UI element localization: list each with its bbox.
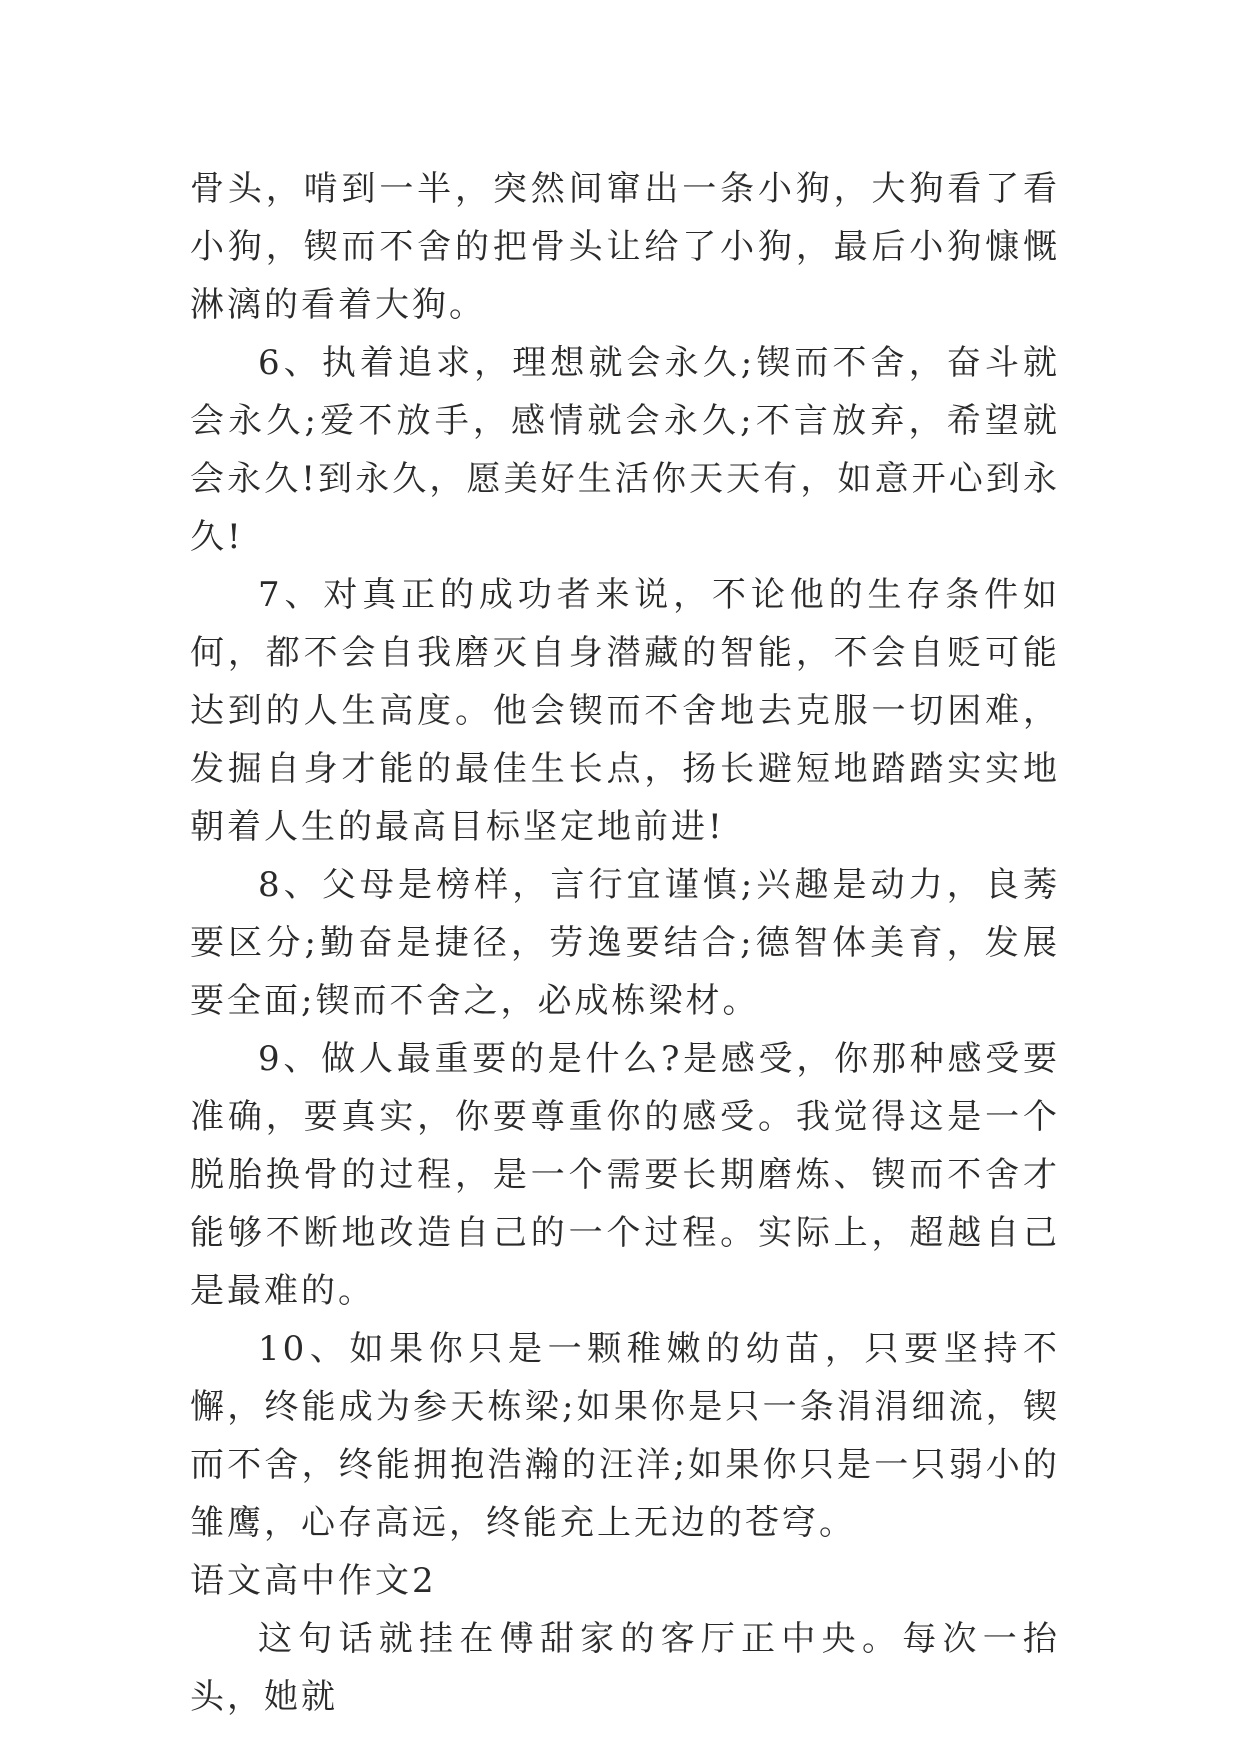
document-body xyxy=(190,160,1060,1726)
paragraph-item-10: 10、如果你只是一颗稚嫩的幼苗，只要坚持不懈，终能成为参天栋梁;如果你是只一条涓涓细流，锲而不舍，终能拥抱浩瀚的汪洋;如果你只是一只弱小的雏鹰，心存高远，终能充上无边的苍穹。 xyxy=(190,1329,1060,1543)
paragraph-item-9: 9、做人最重要的是什么?是感受，你那种感受要准确，要真实，你要尊重你的感受。我觉得这是一个脱胎换骨的过程，是一个需要长期磨炼、锲而不舍才能够不断地改造自己的一个过程。实际上，超越自己是最难的。 xyxy=(190,1039,1060,1311)
paragraph-final: 这句话就挂在傅甜家的客厅正中央。每次一抬头，她就 xyxy=(190,1619,1060,1717)
paragraph-item-8: 8、父母是榜样，言行宜谨慎;兴趣是动力，良莠要区分;勤奋是捷径，劳逸要结合;德智体美育，发展要全面;锲而不舍之，必成栋梁材。 xyxy=(190,865,1060,1021)
paragraph-item-6: 6、执着追求，理想就会永久;锲而不舍，奋斗就会永久;爱不放手，感情就会永久;不言放弃，希望就会永久!到永久，愿美好生活你天天有，如意开心到永久! xyxy=(190,343,1060,557)
paragraph-item-7: 7、对真正的成功者来说，不论他的生存条件如何，都不会自我磨灭自身潜藏的智能，不会自贬可能达到的人生高度。他会锲而不舍地去克服一切困难，发掘自身才能的最佳生长点，扬长避短地踏踏实实地朝着人生的最高目标坚定地前进! xyxy=(190,575,1060,847)
paragraph-intro: 骨头，啃到一半，突然间窜出一条小狗，大狗看了看小狗，锲而不舍的把骨头让给了小狗，最后小狗慷慨淋漓的看着大狗。 xyxy=(190,169,1060,325)
section-heading: 语文高中作文2 xyxy=(190,1561,437,1601)
